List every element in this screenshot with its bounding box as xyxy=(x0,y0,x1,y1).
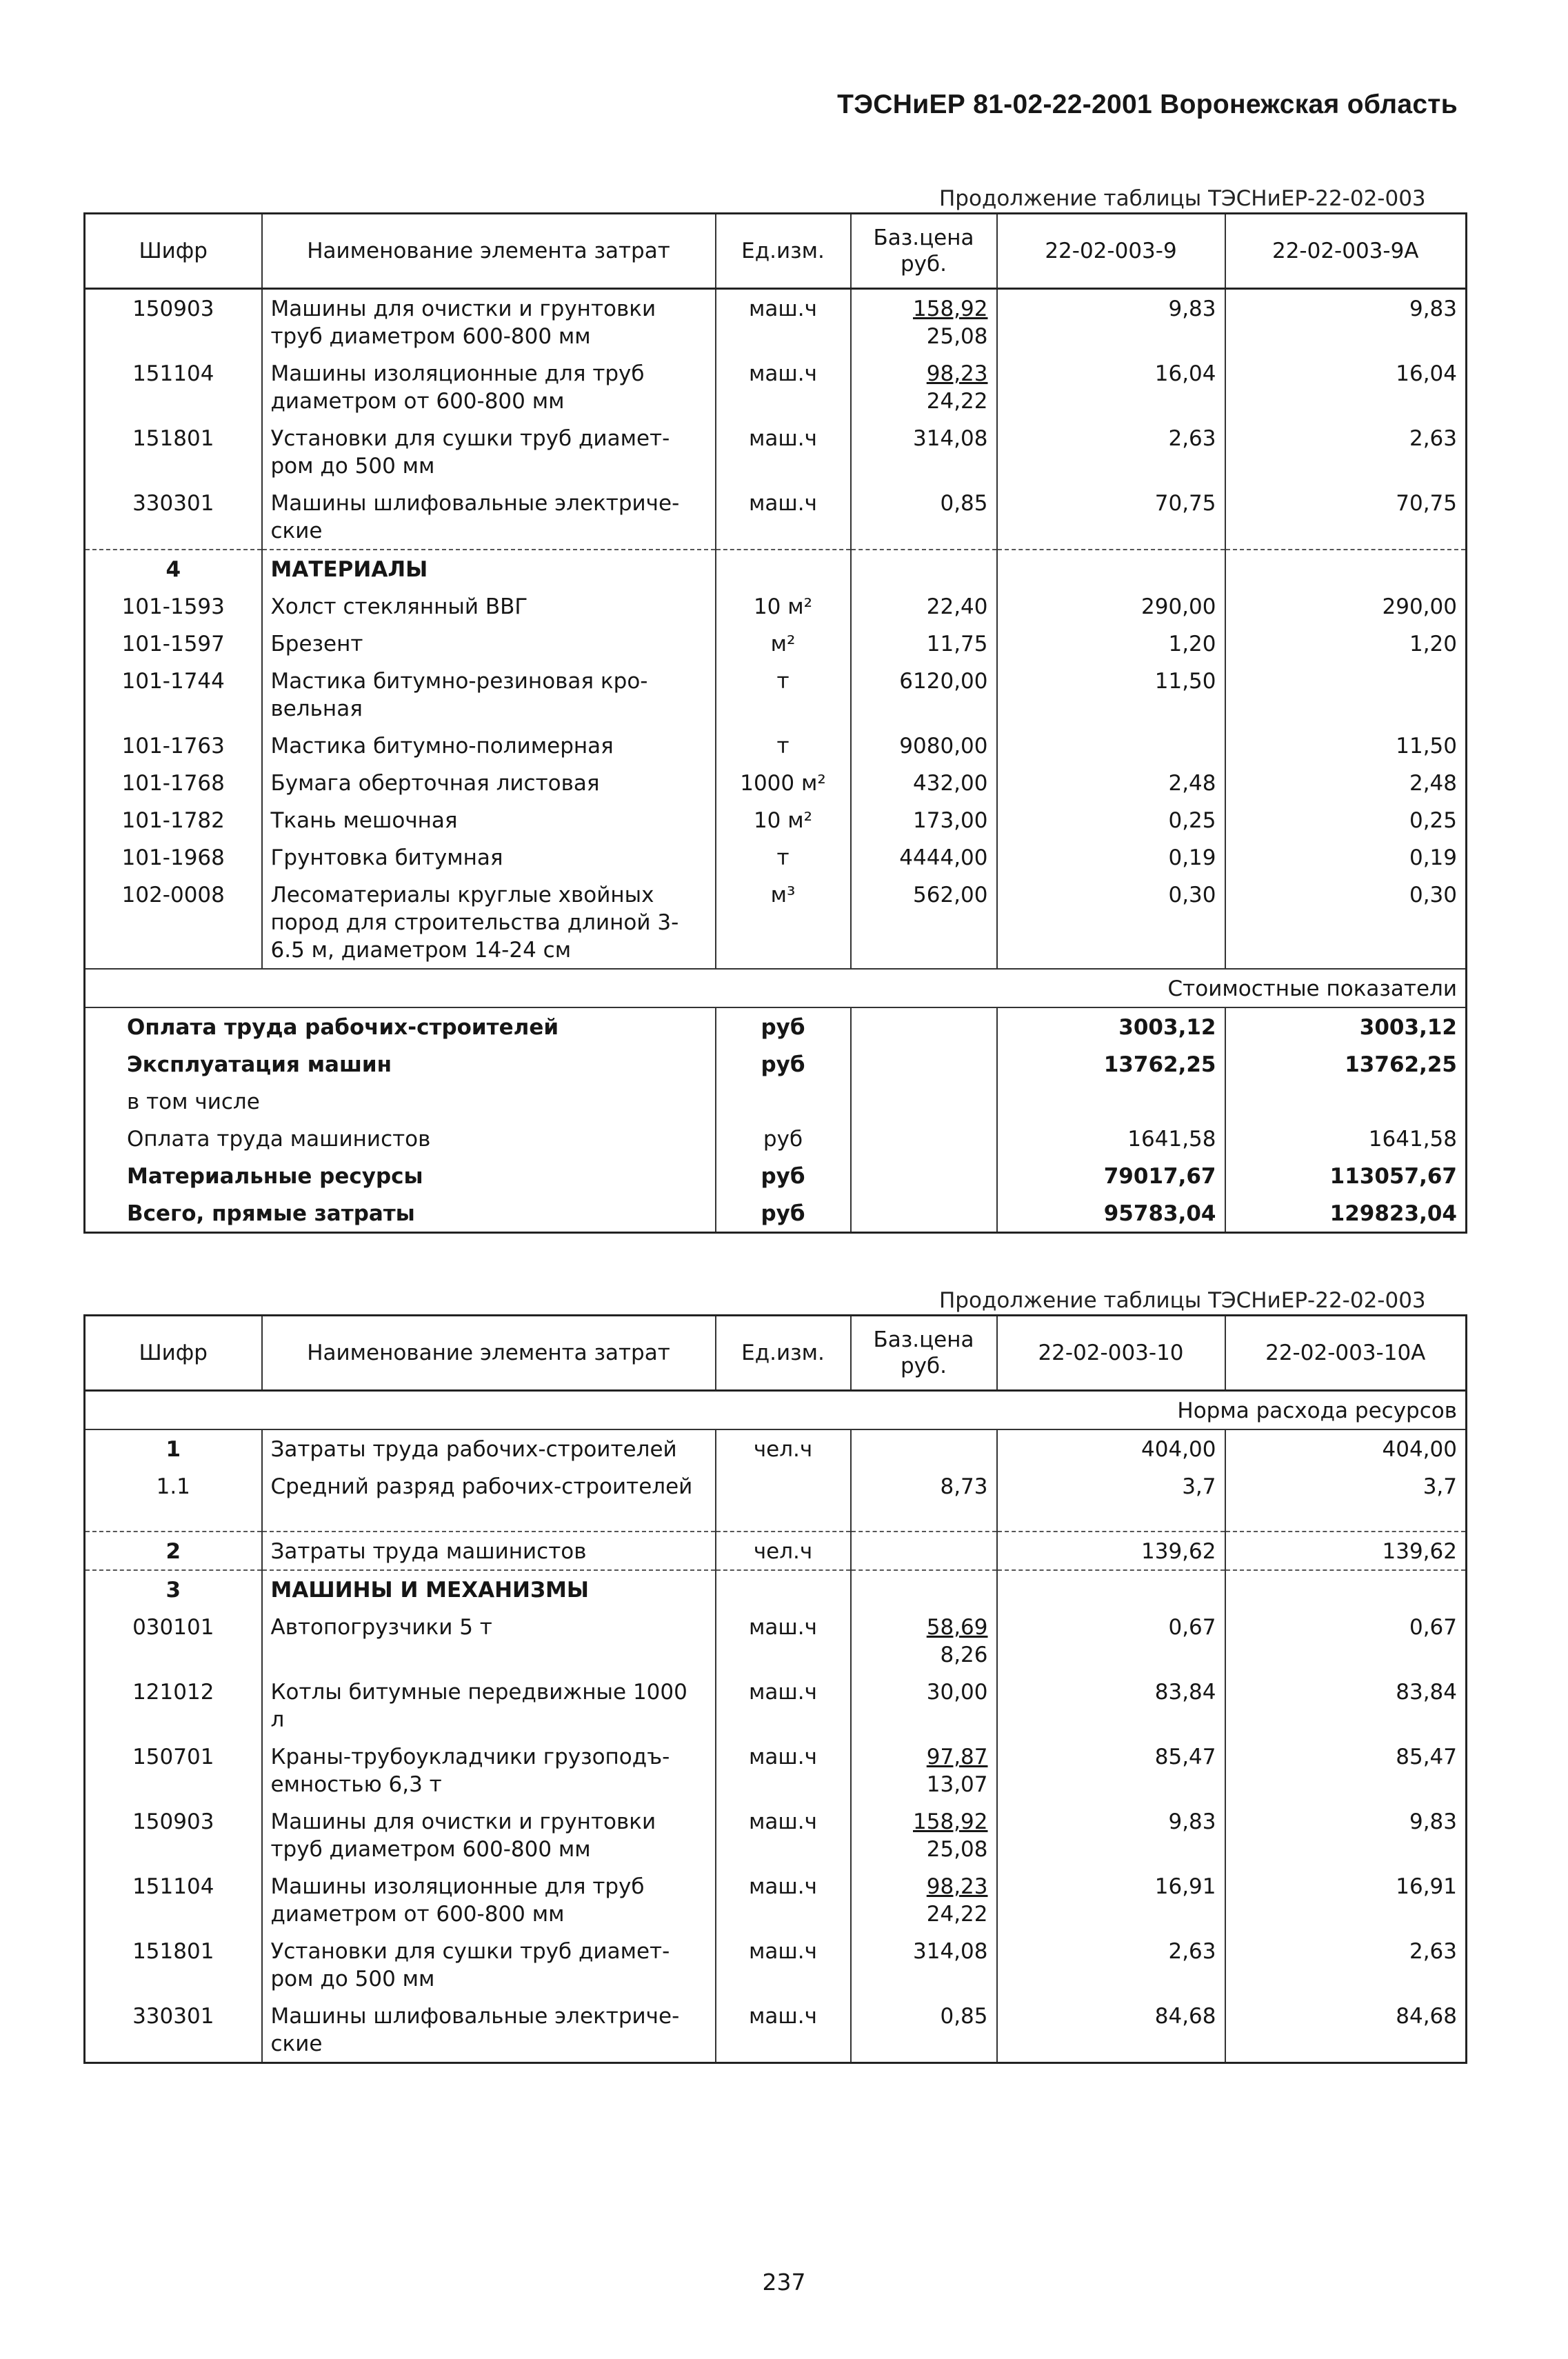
price-base: 98,23 xyxy=(926,1874,988,1899)
cell-price: 4444,00 xyxy=(851,839,997,876)
cell-unit: чел.ч xyxy=(716,1429,851,1467)
summary-value-2: 129823,04 xyxy=(1225,1194,1467,1233)
summary-row xyxy=(85,1194,1467,1233)
table1-header-row xyxy=(85,214,1467,289)
table-row xyxy=(85,354,1467,419)
cell-unit: т xyxy=(716,727,851,764)
cell-code: 121012 xyxy=(132,1680,214,1705)
cell-value-1 xyxy=(997,727,1225,764)
table-row xyxy=(85,1867,1467,1932)
cell-unit: маш.ч xyxy=(716,1673,851,1738)
cell-name: Машины для очистки и грунтовки труб диаметром 600-800 мм xyxy=(262,1803,716,1867)
summary-row xyxy=(85,1007,1467,1045)
summary-label: Материальные ресурсы xyxy=(127,1164,423,1189)
table-row xyxy=(85,839,1467,876)
price-operator: 8,26 xyxy=(940,1643,988,1667)
table-row xyxy=(85,764,1467,801)
cell-code: 101-1968 xyxy=(121,845,225,870)
cell-price: 432,00 xyxy=(851,764,997,801)
cell-code: 151801 xyxy=(132,1939,214,1964)
cell-value-2: 2,63 xyxy=(1225,419,1467,484)
cell-value-1: 2,63 xyxy=(997,419,1225,484)
summary-value-1: 13762,25 xyxy=(997,1045,1225,1083)
price-operator: 13,07 xyxy=(926,1772,988,1797)
column-header: Наименование элемента затрат xyxy=(262,214,716,289)
cell-value-2: 1,20 xyxy=(1225,625,1467,662)
cost-indicators-banner-row xyxy=(85,969,1467,1007)
cell-name: Машины изоляционные для труб диаметром от 600-800 мм xyxy=(262,354,716,419)
cell-name: Машины шлифовальные электриче-ские xyxy=(262,1997,716,2063)
price-base: 98,23 xyxy=(926,361,988,386)
cell-unit: маш.ч xyxy=(716,1738,851,1803)
summary-unit: руб xyxy=(716,1194,851,1233)
cell-unit: маш.ч xyxy=(716,354,851,419)
cell-unit: 1000 м² xyxy=(716,764,851,801)
cell-value-1: 2,63 xyxy=(997,1932,1225,1997)
summary-row xyxy=(85,1120,1467,1157)
cell-value-2: 11,50 xyxy=(1225,727,1467,764)
price-operator: 24,22 xyxy=(926,389,988,414)
cell-price: 22,40 xyxy=(851,588,997,625)
cell-value-2: 3,7 xyxy=(1225,1467,1467,1505)
table-row xyxy=(85,662,1467,727)
cell-unit: м³ xyxy=(716,876,851,969)
table-row xyxy=(85,419,1467,484)
price-base: 158,92 xyxy=(913,297,988,321)
cell-name: Машины шлифовальные электриче-ские xyxy=(262,484,716,550)
summary-label: Оплата труда рабочих-строителей xyxy=(127,1015,559,1040)
cell-price xyxy=(851,1738,997,1803)
cell-name: Установки для сушки труб диамет-ром до 500 мм xyxy=(262,419,716,484)
column-header: 22-02-003-9А xyxy=(1225,214,1467,289)
cell-name: Затраты труда машинистов xyxy=(262,1532,716,1570)
cell-value-2: 9,83 xyxy=(1225,1803,1467,1867)
cell-name: Бумага оберточная листовая xyxy=(262,764,716,801)
cell-code: 151104 xyxy=(132,361,214,386)
summary-unit: руб xyxy=(716,1120,851,1157)
table1 xyxy=(83,212,1467,1234)
table-row xyxy=(85,625,1467,662)
column-header: 22-02-003-10А xyxy=(1225,1316,1467,1391)
cell-code: 101-1744 xyxy=(121,669,225,694)
cell-value-1: 84,68 xyxy=(997,1997,1225,2063)
table2-continuation-caption: Продолжение таблицы ТЭСНиЕР-22-02-003 xyxy=(939,1288,1426,1313)
table-row xyxy=(85,876,1467,969)
cell-code: 1 xyxy=(165,1437,181,1462)
cell-price xyxy=(851,1532,997,1570)
summary-row xyxy=(85,1157,1467,1194)
cell-code: 330301 xyxy=(132,2004,214,2029)
column-header: Наименование элемента затрат xyxy=(262,1316,716,1391)
cell-code: 1.1 xyxy=(156,1474,190,1499)
cell-code: 2 xyxy=(85,1532,262,1570)
cell-name: Мастика битумно-полимерная xyxy=(262,727,716,764)
cell-price xyxy=(851,1608,997,1673)
cell-code: 101-1782 xyxy=(121,808,225,833)
cell-code: 101-1768 xyxy=(121,771,225,796)
cell-value-1: 0,25 xyxy=(997,801,1225,839)
summary-value-1: 79017,67 xyxy=(997,1157,1225,1194)
cell-value-1: 83,84 xyxy=(997,1673,1225,1738)
cell-value-2: 290,00 xyxy=(1225,588,1467,625)
cell-code: 030101 xyxy=(132,1615,214,1640)
spacer-row xyxy=(85,1505,1467,1532)
table-row xyxy=(85,1803,1467,1867)
cell-price: 314,08 xyxy=(851,419,997,484)
cell-code: 150701 xyxy=(132,1745,214,1769)
column-header: Шифр xyxy=(85,1316,262,1391)
summary-value-1: 3003,12 xyxy=(997,1007,1225,1045)
cell-value-2: 16,91 xyxy=(1225,1867,1467,1932)
cell-value-1: 85,47 xyxy=(997,1738,1225,1803)
cell-unit: чел.ч xyxy=(716,1532,851,1570)
column-header: Баз.цена руб. xyxy=(851,214,997,289)
summary-value-2: 113057,67 xyxy=(1225,1157,1467,1194)
cell-value-1: 9,83 xyxy=(997,1803,1225,1867)
summary-label: Эксплуатация машин xyxy=(127,1052,392,1077)
cell-value-2: 84,68 xyxy=(1225,1997,1467,2063)
summary-value-2 xyxy=(1225,1083,1467,1120)
summary-value-1: 95783,04 xyxy=(997,1194,1225,1233)
column-header: Ед.изм. xyxy=(716,1316,851,1391)
cell-value-1: 9,83 xyxy=(997,289,1225,355)
page-number: 237 xyxy=(762,2269,806,2296)
cell-value-1: 70,75 xyxy=(997,484,1225,550)
cell-value-2: 83,84 xyxy=(1225,1673,1467,1738)
cell-unit: маш.ч xyxy=(716,1932,851,1997)
summary-value-2: 1641,58 xyxy=(1225,1120,1467,1157)
cell-value-1: 2,48 xyxy=(997,764,1225,801)
column-header: 22-02-003-10 xyxy=(997,1316,1225,1391)
summary-value-2: 13762,25 xyxy=(1225,1045,1467,1083)
cell-price: 11,75 xyxy=(851,625,997,662)
cell-price: 0,85 xyxy=(851,1997,997,2063)
summary-unit: руб xyxy=(716,1045,851,1083)
summary-label: Всего, прямые затраты xyxy=(127,1201,415,1226)
table2-header-row xyxy=(85,1316,1467,1391)
cell-value-1: 16,91 xyxy=(997,1867,1225,1932)
norm-banner: Норма расхода ресурсов xyxy=(85,1391,1467,1430)
cell-value-2: 404,00 xyxy=(1225,1429,1467,1467)
cell-value-1: 404,00 xyxy=(997,1429,1225,1467)
table-row xyxy=(85,484,1467,550)
summary-row xyxy=(85,1045,1467,1083)
cell-unit: маш.ч xyxy=(716,1867,851,1932)
price-operator: 25,08 xyxy=(926,1837,988,1862)
table-row xyxy=(85,1932,1467,1997)
cell-code: 151104 xyxy=(132,1874,214,1899)
cell-price xyxy=(851,289,997,355)
cell-name: Грунтовка битумная xyxy=(262,839,716,876)
cell-unit: маш.ч xyxy=(716,289,851,355)
cell-name: Автопогрузчики 5 т xyxy=(262,1608,716,1673)
section-title: МАШИНЫ И МЕХАНИЗМЫ xyxy=(262,1570,716,1608)
cell-value-2: 0,19 xyxy=(1225,839,1467,876)
norm-banner-row xyxy=(85,1391,1467,1430)
cell-name: Средний разряд рабочих-строителей xyxy=(262,1467,716,1505)
cell-price: 9080,00 xyxy=(851,727,997,764)
section-title: МАТЕРИАЛЫ xyxy=(262,550,716,588)
cell-name: Холст стеклянный ВВГ xyxy=(262,588,716,625)
cell-price: 8,73 xyxy=(851,1467,997,1505)
table1-continuation-caption: Продолжение таблицы ТЭСНиЕР-22-02-003 xyxy=(939,186,1426,211)
cell-value-1: 1,20 xyxy=(997,625,1225,662)
cell-value-2: 0,30 xyxy=(1225,876,1467,969)
table-row xyxy=(85,1429,1467,1467)
cell-value-1: 0,19 xyxy=(997,839,1225,876)
cell-value-2: 9,83 xyxy=(1225,289,1467,355)
cell-value-1: 290,00 xyxy=(997,588,1225,625)
cell-name: Лесоматериалы круглые хвойных пород для строительства длиной 3-6.5 м, диаметром 14-24 см xyxy=(262,876,716,969)
cell-price: 562,00 xyxy=(851,876,997,969)
cell-unit: маш.ч xyxy=(716,1608,851,1673)
cell-value-1: 3,7 xyxy=(997,1467,1225,1505)
section-row-machines xyxy=(85,1570,1467,1608)
cell-value-2: 85,47 xyxy=(1225,1738,1467,1803)
cell-unit: маш.ч xyxy=(716,419,851,484)
column-header: Шифр xyxy=(85,214,262,289)
cell-value-1: 139,62 xyxy=(997,1532,1225,1570)
summary-unit xyxy=(716,1083,851,1120)
cell-name: Котлы битумные передвижные 1000 л xyxy=(262,1673,716,1738)
cell-name: Ткань мешочная xyxy=(262,801,716,839)
cell-name: Брезент xyxy=(262,625,716,662)
cell-price xyxy=(851,1867,997,1932)
table-row xyxy=(85,1608,1467,1673)
price-base: 158,92 xyxy=(913,1809,988,1834)
summary-unit: руб xyxy=(716,1007,851,1045)
price-base: 58,69 xyxy=(926,1615,988,1640)
section-code: 4 xyxy=(85,550,262,588)
cell-value-2: 139,62 xyxy=(1225,1532,1467,1570)
cell-unit: 10 м² xyxy=(716,588,851,625)
table2 xyxy=(83,1314,1467,2064)
cell-code: 150903 xyxy=(132,297,214,321)
cell-name: Затраты труда рабочих-строителей xyxy=(262,1429,716,1467)
cell-unit: маш.ч xyxy=(716,1997,851,2063)
summary-value-2: 3003,12 xyxy=(1225,1007,1467,1045)
table-row xyxy=(85,1997,1467,2063)
cell-value-1: 0,30 xyxy=(997,876,1225,969)
column-header: Баз.цена руб. xyxy=(851,1316,997,1391)
table-row xyxy=(85,588,1467,625)
cell-value-2: 2,63 xyxy=(1225,1932,1467,1997)
cell-price xyxy=(851,1429,997,1467)
cell-price xyxy=(851,1803,997,1867)
table-row xyxy=(85,801,1467,839)
column-header: Ед.изм. xyxy=(716,214,851,289)
cell-unit: т xyxy=(716,839,851,876)
summary-value-1: 1641,58 xyxy=(997,1120,1225,1157)
cell-unit: маш.ч xyxy=(716,484,851,550)
cell-unit: маш.ч xyxy=(716,1803,851,1867)
table-row xyxy=(85,1673,1467,1738)
cell-code: 151801 xyxy=(132,426,214,451)
cell-value-1: 16,04 xyxy=(997,354,1225,419)
section-code: 3 xyxy=(85,1570,262,1608)
cell-value-1: 11,50 xyxy=(997,662,1225,727)
cell-unit xyxy=(716,1467,851,1505)
summary-value-1 xyxy=(997,1083,1225,1120)
summary-label: Оплата труда машинистов xyxy=(127,1127,431,1152)
price-operator: 24,22 xyxy=(926,1902,988,1927)
summary-unit: руб xyxy=(716,1157,851,1194)
cell-code: 330301 xyxy=(132,491,214,516)
column-header: 22-02-003-9 xyxy=(997,214,1225,289)
cell-price: 314,08 xyxy=(851,1932,997,1997)
cell-value-2: 0,25 xyxy=(1225,801,1467,839)
price-operator: 25,08 xyxy=(926,324,988,349)
cell-code: 101-1593 xyxy=(121,594,225,619)
cell-price xyxy=(851,354,997,419)
cell-unit: 10 м² xyxy=(716,801,851,839)
cell-price: 0,85 xyxy=(851,484,997,550)
cell-value-2: 70,75 xyxy=(1225,484,1467,550)
cell-code: 101-1597 xyxy=(121,632,225,656)
cell-value-2 xyxy=(1225,662,1467,727)
cell-name: Краны-трубоукладчики грузоподъ-емностью 6,3 т xyxy=(262,1738,716,1803)
table-row xyxy=(85,1467,1467,1505)
table-row xyxy=(85,289,1467,355)
cell-name: Установки для сушки труб диамет-ром до 500 мм xyxy=(262,1932,716,1997)
table-row xyxy=(85,1738,1467,1803)
cell-price: 173,00 xyxy=(851,801,997,839)
document-header: ТЭСНиЕР 81-02-22-2001 Воронежская область xyxy=(837,90,1458,119)
cell-name: Машины для очистки и грунтовки труб диаметром 600-800 мм xyxy=(262,289,716,355)
section-row-materials xyxy=(85,550,1467,588)
cell-unit: м² xyxy=(716,625,851,662)
cell-code: 101-1763 xyxy=(121,734,225,759)
summary-label: в том числе xyxy=(127,1090,260,1114)
summary-row xyxy=(85,1083,1467,1120)
cell-value-1: 0,67 xyxy=(997,1608,1225,1673)
cell-price: 30,00 xyxy=(851,1673,997,1738)
cell-unit: т xyxy=(716,662,851,727)
cell-name: Машины изоляционные для труб диаметром от 600-800 мм xyxy=(262,1867,716,1932)
cell-value-2: 0,67 xyxy=(1225,1608,1467,1673)
cell-value-2: 2,48 xyxy=(1225,764,1467,801)
cell-price: 6120,00 xyxy=(851,662,997,727)
cell-name: Мастика битумно-резиновая кро-вельная xyxy=(262,662,716,727)
cell-value-2: 16,04 xyxy=(1225,354,1467,419)
cost-indicators-banner: Стоимостные показатели xyxy=(85,969,1467,1007)
table-row xyxy=(85,1532,1467,1570)
table-row xyxy=(85,727,1467,764)
price-base: 97,87 xyxy=(926,1745,988,1769)
cell-code: 102-0008 xyxy=(121,883,225,907)
cell-code: 150903 xyxy=(132,1809,214,1834)
